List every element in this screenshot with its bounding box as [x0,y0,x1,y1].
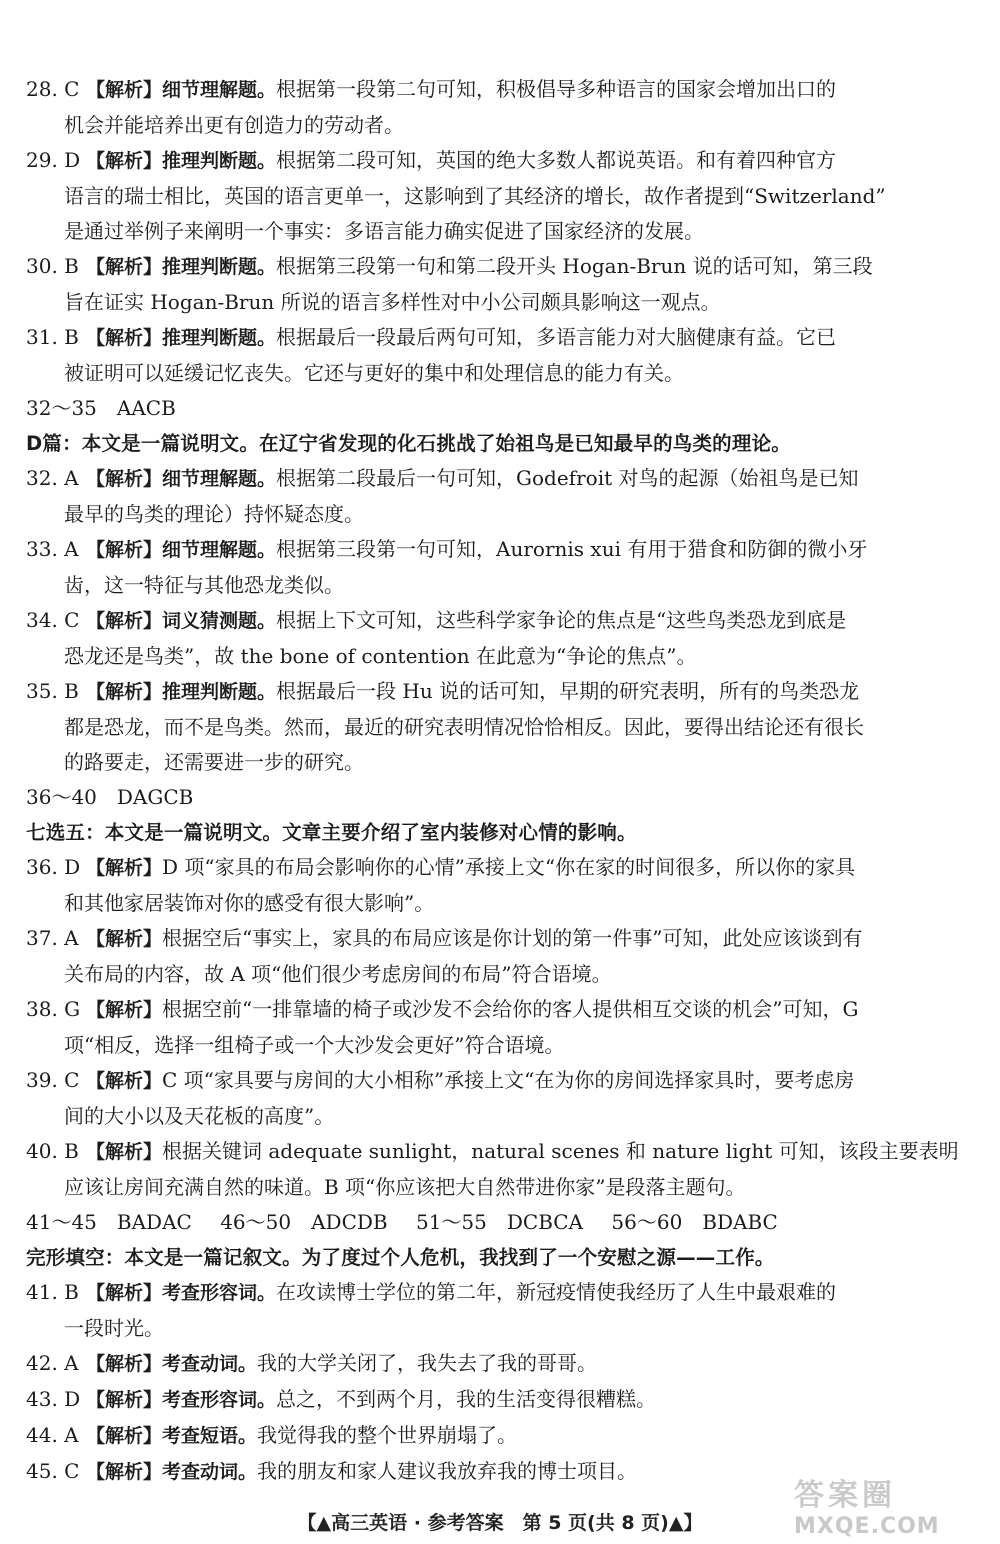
analysis-tag: 【解析】 [86,1141,163,1163]
question-answer: 28. C [26,77,80,101]
question-answer: 33. A [26,537,79,561]
explanation-entry [26,992,974,1063]
watermark-title: 答案圈 [794,1478,896,1513]
explanation-continuation: 一段时光。 [64,1316,164,1340]
question-answer: 39. C [26,1068,80,1092]
question-answer: 34. C [26,608,80,632]
analysis-tag: 【解析】 [86,681,163,703]
question-answer: 40. B [26,1139,79,1163]
explanation-text: 根据空后“事实上，家具的布局应该是你计划的第一件事”可知，此处应该谈到有 [162,926,863,950]
question-answer: 31. B [26,325,79,349]
analysis-tag: 【解析】 [86,928,163,950]
question-type: 考查形容词。 [162,1389,277,1411]
answer-group: 46～50 ADCDB [220,1210,388,1234]
explanation-continuation: 旨在证实 Hogan-Brun 所说的语言多样性对中小公司颇具影响这一观点。 [64,290,721,314]
explanation-entry [26,249,974,320]
explanation-entry [26,603,974,674]
question-type: 考查短语。 [162,1425,258,1447]
question-answer: 36. D [26,855,81,879]
explanation-text: D 项“家具的布局会影响你的心情”承接上文“你在家的时间很多，所以你的家具 [162,855,856,879]
explanation-continuation: 是通过举例子来阐明一个事实：多语言能力确实促进了国家经济的发展。 [64,219,704,243]
analysis-tag: 【解析】 [86,327,163,349]
question-type: 细节理解题。 [162,79,277,101]
answers-32-35: 32～35 AACB [26,396,176,420]
explanation-text: 总之，不到两个月，我的生活变得很糟糕。 [276,1387,657,1411]
explanation-continuation: 间的大小以及天花板的高度”。 [64,1104,335,1128]
analysis-tag: 【解析】 [86,1389,163,1411]
explanation-entry [26,1063,974,1134]
explanation-text: 根据第三段第一句可知，Aurornis xui 有用于猎食和防御的微小牙 [276,537,868,561]
passage-d-summary: D篇：本文是一篇说明文。在辽宁省发现的化石挑战了始祖鸟是已知最早的鸟类的理论。 [26,432,791,455]
explanation-entry [26,1418,974,1454]
explanation-continuation: 关布局的内容，故 A 项“他们很少考虑房间的布局”符合语境。 [64,962,612,986]
explanation-text: 根据第二段最后一句可知，Godefroit 对鸟的起源（始祖鸟是已知 [276,466,859,490]
entries-32-35 [26,461,974,780]
answer-group: 56～60 BDABC [611,1210,778,1234]
answer-group: 41～45 BADAC [26,1210,192,1234]
analysis-tag: 【解析】 [86,1282,163,1304]
analysis-tag: 【解析】 [86,1425,163,1447]
question-type: 细节理解题。 [162,539,277,561]
analysis-tag: 【解析】 [86,150,163,172]
question-answer: 38. G [26,997,81,1021]
explanation-entry [26,72,974,143]
explanation-entry [26,143,974,249]
cloze-summary: 完形填空：本文是一篇记叙文。为了度过个人危机，我找到了一个安慰之源——工作。 [26,1246,775,1269]
answer-group: 51～55 DCBCA [415,1210,584,1234]
answers-41-60 [26,1205,974,1240]
question-answer: 32. A [26,466,79,490]
analysis-tag: 【解析】 [86,999,163,1021]
question-type: 细节理解题。 [162,468,277,490]
explanation-continuation: 恐龙还是鸟类”，故 the bone of contention 在此意为“争论的焦点”。 [64,644,697,668]
analysis-tag: 【解析】 [86,1353,163,1375]
analysis-tag: 【解析】 [86,857,163,879]
entries-41-45 [26,1275,974,1490]
question-type: 推理判断题。 [162,150,277,172]
explanation-text: 根据最后一段最后两句可知，多语言能力对大脑健康有益。它已 [276,325,837,349]
analysis-tag: 【解析】 [86,1461,163,1483]
question-type: 考查动词。 [162,1353,258,1375]
explanation-continuation: 应该让房间充满自然的味道。B 项“你应该把大自然带进你家”是段落主题句。 [64,1175,746,1199]
question-answer: 29. D [26,148,81,172]
explanation-continuation: 和其他家居装饰对你的感受有很大影响”。 [64,891,435,915]
analysis-tag: 【解析】 [86,1070,163,1092]
analysis-tag: 【解析】 [86,79,163,101]
analysis-tag: 【解析】 [86,468,163,490]
explanation-text: 在攻读博士学位的第二年，新冠疫情使我经历了人生中最艰难的 [276,1280,837,1304]
question-answer: 43. D [26,1387,81,1411]
analysis-tag: 【解析】 [86,610,163,632]
explanation-entry [26,1382,974,1418]
site-watermark-logo [794,1470,994,1540]
explanation-entry [26,1134,974,1205]
page-footer: 【▲高三英语 · 参考答案 第 5 页(共 8 页)▲】 [297,1512,703,1534]
explanation-continuation: 都是恐龙，而不是鸟类。然而，最近的研究表明情况恰恰相反。因此，要得出结论还有很长 [64,715,864,739]
question-answer: 41. B [26,1280,79,1304]
entries-36-40 [26,850,974,1205]
entries-28-31 [26,72,974,391]
explanation-entry [26,921,974,992]
explanation-entry [26,1275,974,1346]
explanation-entry [26,850,974,921]
explanation-continuation: 的路要走，还需要进一步的研究。 [64,750,364,774]
explanation-entry [26,674,974,780]
explanation-text: 根据第一段第二句可知，积极倡导多种语言的国家会增加出口的 [276,77,837,101]
question-type: 推理判断题。 [162,681,277,703]
answers-36-40: 36～40 DAGCB [26,785,194,809]
question-answer: 30. B [26,254,79,278]
explanation-continuation: 齿，这一特征与其他恐龙类似。 [64,573,344,597]
question-answer: 44. A [26,1423,79,1447]
question-type: 词义猜测题。 [162,610,277,632]
question-answer: 42. A [26,1351,79,1375]
explanation-continuation: 机会并能培养出更有创造力的劳动者。 [64,113,404,137]
explanation-text: C 项“家具要与房间的大小相称”承接上文“在为你的房间选择家具时，要考虑房 [162,1068,855,1092]
explanation-continuation: 被证明可以延缓记忆丧失。它还与更好的集中和处理信息的能力有关。 [64,361,684,385]
question-type: 推理判断题。 [162,327,277,349]
question-type: 推理判断题。 [162,256,277,278]
explanation-text: 根据空前“一排靠墙的椅子或沙发不会给你的客人提供相互交谈的机会”可知，G [162,997,859,1021]
question-type: 考查动词。 [162,1461,258,1483]
explanation-text: 根据最后一段 Hu 说的话可知，早期的研究表明，所有的鸟类恐龙 [276,679,860,703]
explanation-entry [26,532,974,603]
question-type: 考查形容词。 [162,1282,277,1304]
explanation-text: 根据上下文可知，这些科学家争论的焦点是“这些鸟类恐龙到底是 [276,608,847,632]
seven-choose-five-summary: 七选五：本文是一篇说明文。文章主要介绍了室内装修对心情的影响。 [26,821,637,844]
explanation-continuation: 最早的鸟类的理论）持怀疑态度。 [64,502,364,526]
question-answer: 35. B [26,679,79,703]
explanation-entry [26,1346,974,1382]
explanation-text: 根据第三段第一句和第二段开头 Hogan-Brun 说的话可知，第三段 [276,254,873,278]
explanation-text: 我的大学关闭了，我失去了我的哥哥。 [257,1351,598,1375]
analysis-tag: 【解析】 [86,539,163,561]
explanation-text: 我的朋友和家人建议我放弃我的博士项目。 [257,1459,638,1483]
explanation-text: 根据第二段可知，英国的绝大多数人都说英语。和有着四种官方 [276,148,837,172]
analysis-tag: 【解析】 [86,256,163,278]
explanation-entry [26,320,974,391]
explanation-text: 我觉得我的整个世界崩塌了。 [257,1423,518,1447]
explanation-entry [26,461,974,532]
explanation-continuation: 项“相反，选择一组椅子或一个大沙发会更好”符合语境。 [64,1033,565,1057]
watermark-url: MXQE.COM [794,1514,940,1539]
question-answer: 37. A [26,926,79,950]
explanation-text: 根据关键词 adequate sunlight，natural scenes 和 nature light 可知，该段主要表明 [162,1139,959,1163]
question-answer: 45. C [26,1459,80,1483]
explanation-continuation: 语言的瑞士相比，英国的语言更单一，这影响到了其经济的增长，故作者提到“Switzerland” [64,184,886,208]
